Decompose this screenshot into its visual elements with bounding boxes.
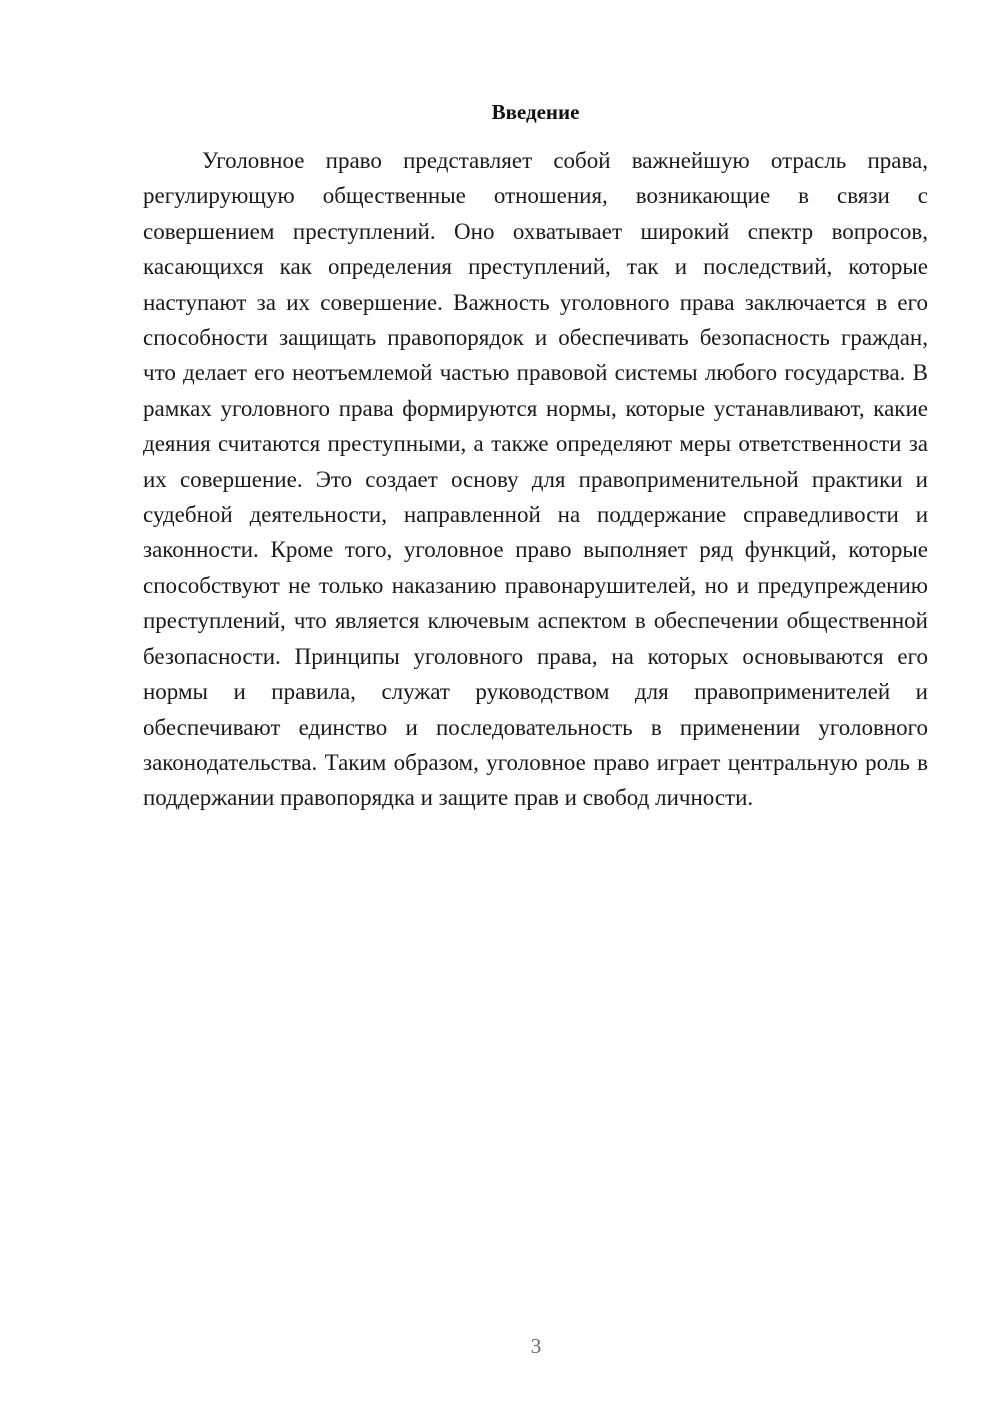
page-number: 3 — [530, 1334, 542, 1358]
body-paragraph: Уголовное право представляет собой важнейшую отрасль права, регулирующую общественные отношения, возникающие в связи с совершением преступлений. Оно охватывает широкий спектр вопросов, касающихся как определения преступлений, так и последствий, которые наступают за их совершение. Важность уголовного права заключается в его способности защищать правопорядок и обеспечивать безопасность граждан, что делает его неотъемлемой частью правовой системы любого государства. В рамках уголовного права формируются нормы, которые устанавливают, какие деяния считаются преступными, а также определяют меры ответственности за их совершение. Это создает основу для правоприменительной практики и судебной деятельности, направленной на поддержание справедливости и законности. Кроме того, уголовное право выполняет ряд функций, которые способствуют не только наказанию правонарушителей, но и предупреждению преступлений, что является ключевым аспектом в обеспечении общественной безопасности. Принципы уголовного права, на которых основываются его нормы и правила, служат руководством для правоприменителей и обеспечивают единство и последовательность в применении уголовного законодательства. Таким образом, уголовное право играет центральную роль в поддержании правопорядка и защите прав и свобод личности. — [143, 148, 928, 811]
section-heading: Введение — [491, 100, 580, 124]
